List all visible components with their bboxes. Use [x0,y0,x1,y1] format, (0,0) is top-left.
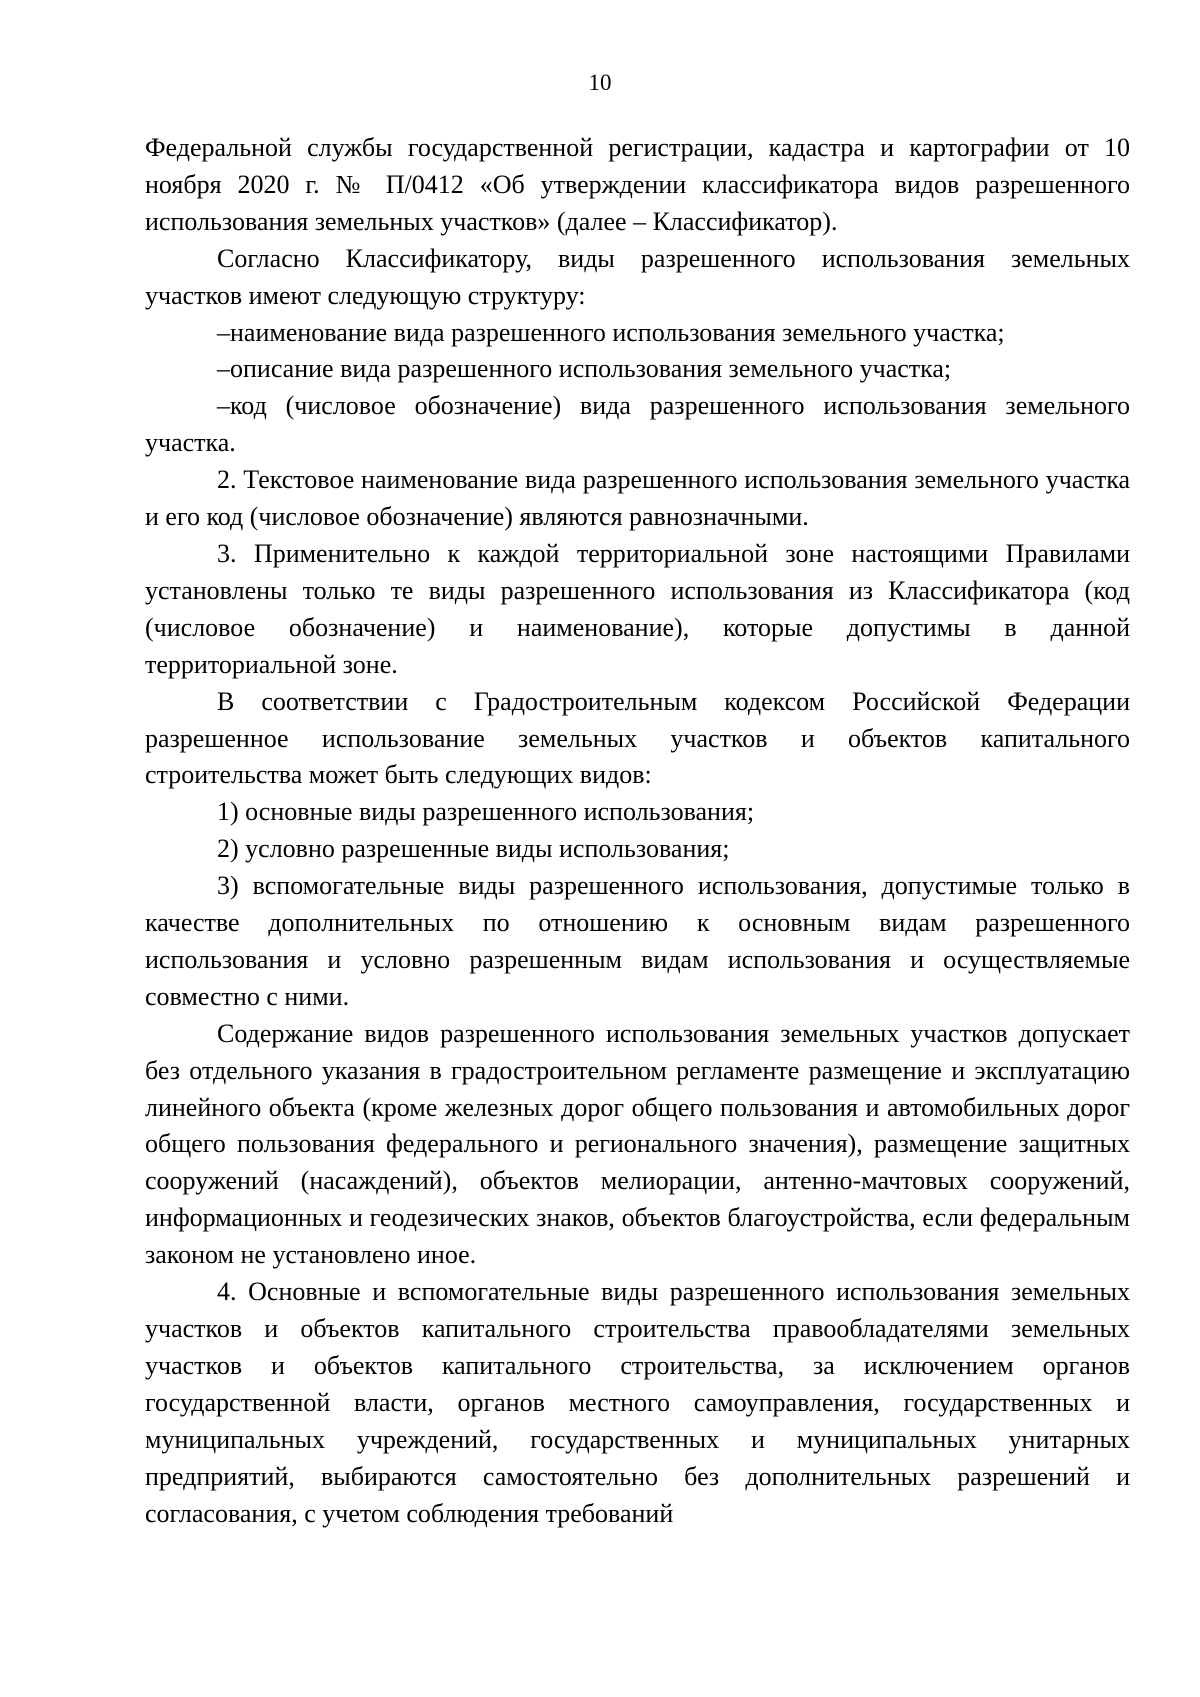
list-item-auxiliary-uses: 3) вспомогательные виды разрешенного использования, допустимые только в качестве дополнительных по отношению к основным видам разрешенного использования и условно разрешенным видам использования и осуществляемые совместно с ними. [145,871,1130,1011]
list-item-conditional-uses: 2) условно разрешенные виды использования; [217,834,730,864]
list-item-code: –код (числовое обозначение) вида разрешенного использования земельного участка. [145,391,1130,458]
paragraph-classifier-reference: Федеральной службы государственной регистрации, кадастра и картографии от 10 ноября 2020 г. № П/0412 «Об утверждении классификатора видов разрешенного использования земельных участков» (далее – Классификатор). [145,133,1130,236]
paragraph-item-3: 3. Применительно к каждой территориальной зоне настоящими Правилами установлены только те виды разрешенного использования из Классификатора (код (числовое обозначение) и наименование), которые допустимы в данной территориальной зоне. [145,538,1130,679]
paragraph-structure-intro: Согласно Классификатору, виды разрешенного использования земельных участков имеют следующую структуру: [145,243,1130,310]
list-item-name: –наименование вида разрешенного использования земельного участка; [217,317,1005,347]
page-number: 10 [588,70,612,95]
document-body [145,130,1130,1532]
list-item-description: –описание вида разрешенного использования земельного участка; [217,354,952,384]
list-item-main-uses: 1) основные виды разрешенного использования; [217,797,755,827]
paragraph-item-4: 4. Основные и вспомогательные виды разрешенного использования земельных участков и объектов капитального строительства правообладателями земельных участков и объектов капитального строительства, за исключением органов государственной власти, органов местного самоуправления, государственных и муниципальных учреждений, государственных и муниципальных унитарных предприятий, выбираются самостоятельно без дополнительных разрешений и согласования, с учетом соблюдения требований [145,1277,1130,1528]
paragraph-urban-code: В соответствии с Градостроительным кодексом Российской Федерации разрешенное использование земельных участков и объектов капитального строительства может быть следующих видов: [145,686,1130,790]
paragraph-item-2: 2. Текстовое наименование вида разрешенного использования земельного участка и его код (числовое обозначение) являются равнозначными. [145,465,1130,532]
paragraph-linear-objects: Содержание видов разрешенного использования земельных участков допускает без отдельного указания в градостроительном регламенте размещение и эксплуатацию линейного объекта (кроме железных дорог общего пользования и автомобильных дорог общего пользования федерального и регионального значения), размещение защитных сооружений (насаждений), объектов мелиорации, антенно-мачтовых сооружений, информационных и геодезических знаков, объектов благоустройства, если федеральным законом не установлено иное. [145,1018,1130,1270]
